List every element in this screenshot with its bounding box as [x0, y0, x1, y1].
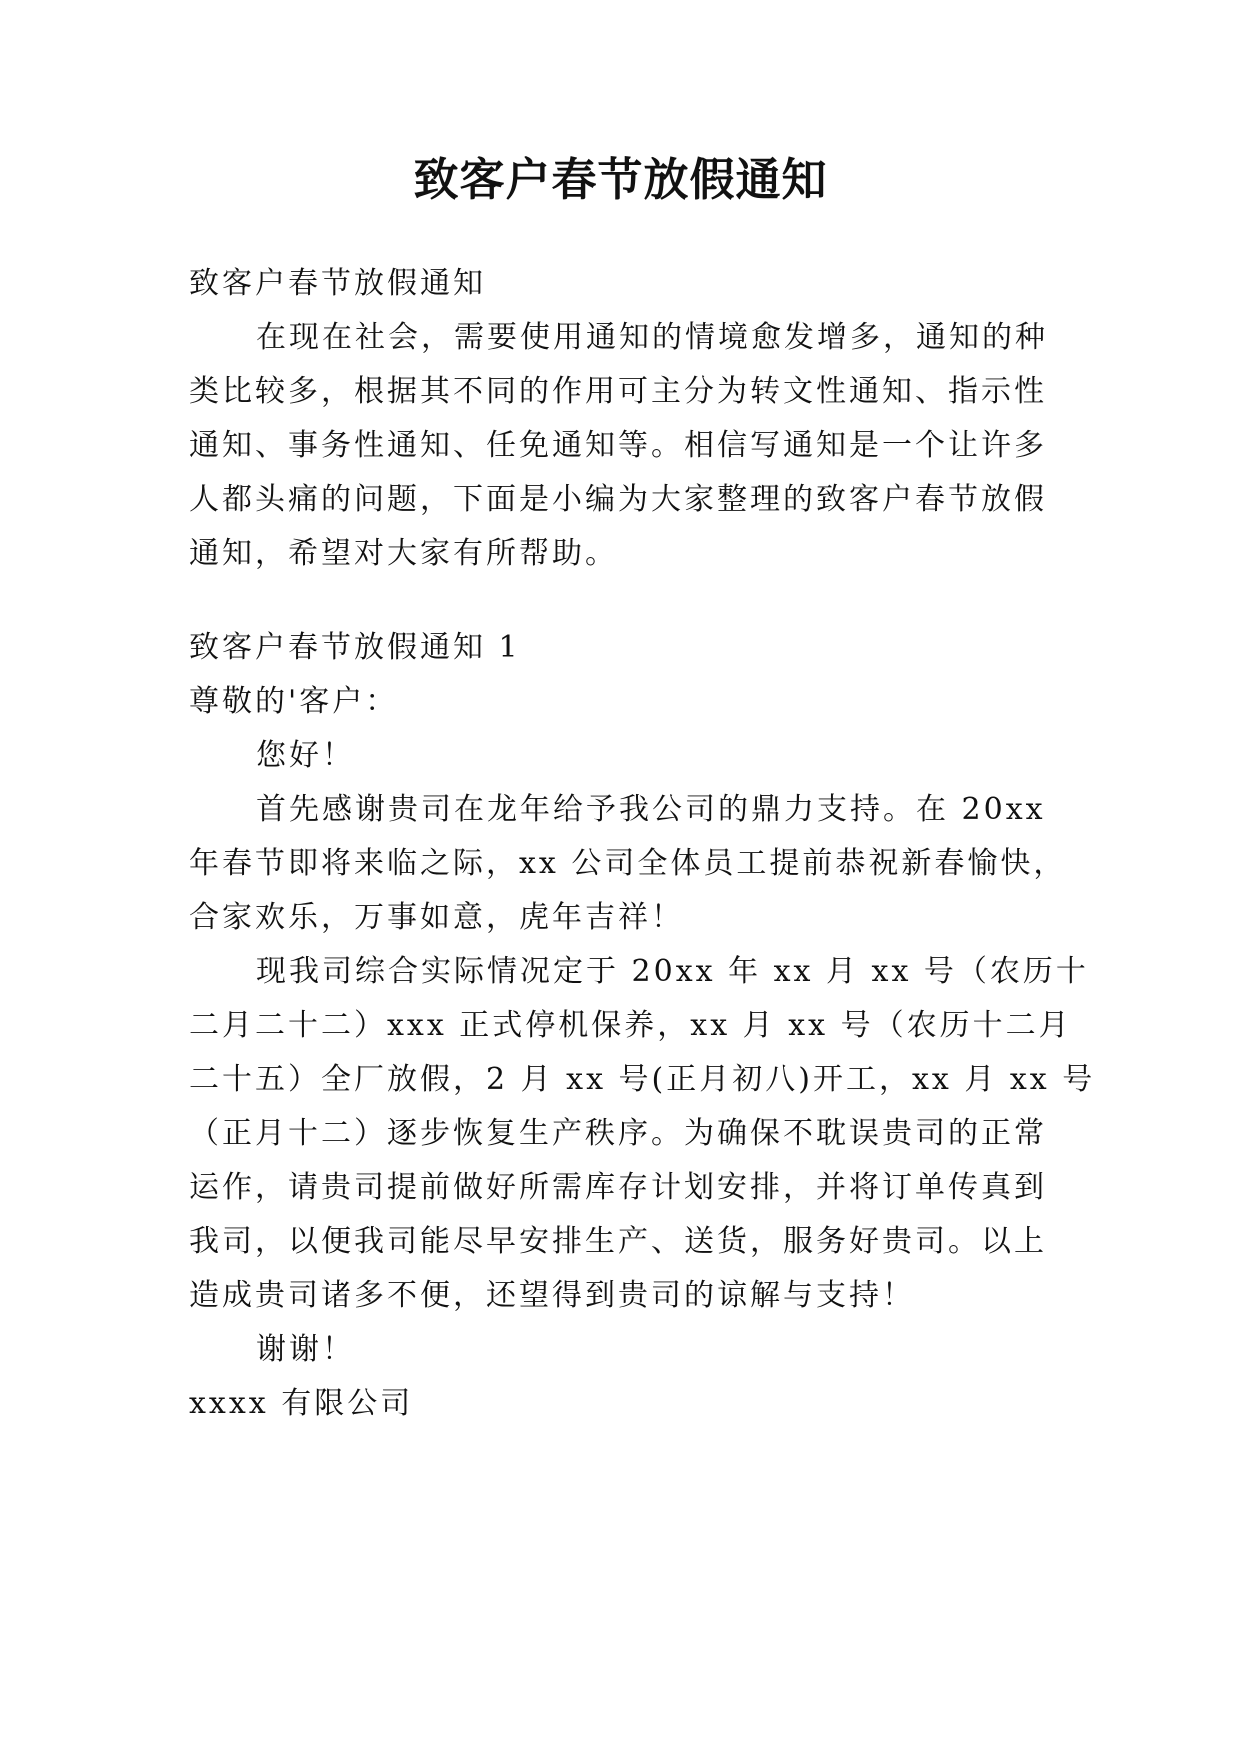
- body-paragraph-line: 现我司综合实际情况定于 20xx 年 xx 月 xx 号（农历十: [256, 954, 1089, 989]
- body-paragraph-line: 二月二十二）xxx 正式停机保养，xx 月 xx 号（农历十二月: [189, 1008, 1072, 1043]
- section-heading: 致客户春节放假通知 1: [189, 630, 521, 665]
- body-paragraph-line: 我司，以便我司能尽早安排生产、送货，服务好贵司。以上: [189, 1224, 1047, 1259]
- body-paragraph-line: 年春节即将来临之际，xx 公司全体员工提前恭祝新春愉快，: [189, 846, 1067, 881]
- signature-company: xxxx 有限公司: [189, 1386, 414, 1421]
- document-title: 致客户春节放假通知: [413, 153, 828, 206]
- intro-paragraph-line: 通知、事务性通知、任免通知等。相信写通知是一个让许多: [189, 428, 1047, 463]
- body-paragraph-line: 造成贵司诸多不便，还望得到贵司的谅解与支持！: [189, 1278, 915, 1313]
- salutation: 尊敬的'客户：: [189, 684, 399, 719]
- body-paragraph-line: 运作，请贵司提前做好所需库存计划安排，并将订单传真到: [189, 1170, 1047, 1205]
- body-paragraph-line: 二十五）全厂放假，2 月 xx 号(正月初八)开工，xx 月 xx 号: [189, 1062, 1096, 1097]
- body-paragraph-line: 合家欢乐，万事如意，虎年吉祥！: [189, 900, 684, 935]
- intro-paragraph-line: 类比较多，根据其不同的作用可主分为转文性通知、指示性: [189, 374, 1047, 409]
- intro-heading: 致客户春节放假通知: [189, 266, 486, 301]
- body-paragraph-line: （正月十二）逐步恢复生产秩序。为确保不耽误贵司的正常: [189, 1116, 1047, 1151]
- greeting: 您好！: [256, 738, 355, 773]
- intro-paragraph-line: 人都头痛的问题，下面是小编为大家整理的致客户春节放假: [189, 482, 1047, 517]
- thanks-line: 谢谢！: [256, 1332, 355, 1367]
- intro-paragraph-line: 通知，希望对大家有所帮助。: [189, 536, 618, 571]
- body-paragraph-line: 首先感谢贵司在龙年给予我公司的鼎力支持。在 20xx: [256, 792, 1046, 827]
- intro-paragraph-line: 在现在社会，需要使用通知的情境愈发增多，通知的种: [256, 320, 1048, 355]
